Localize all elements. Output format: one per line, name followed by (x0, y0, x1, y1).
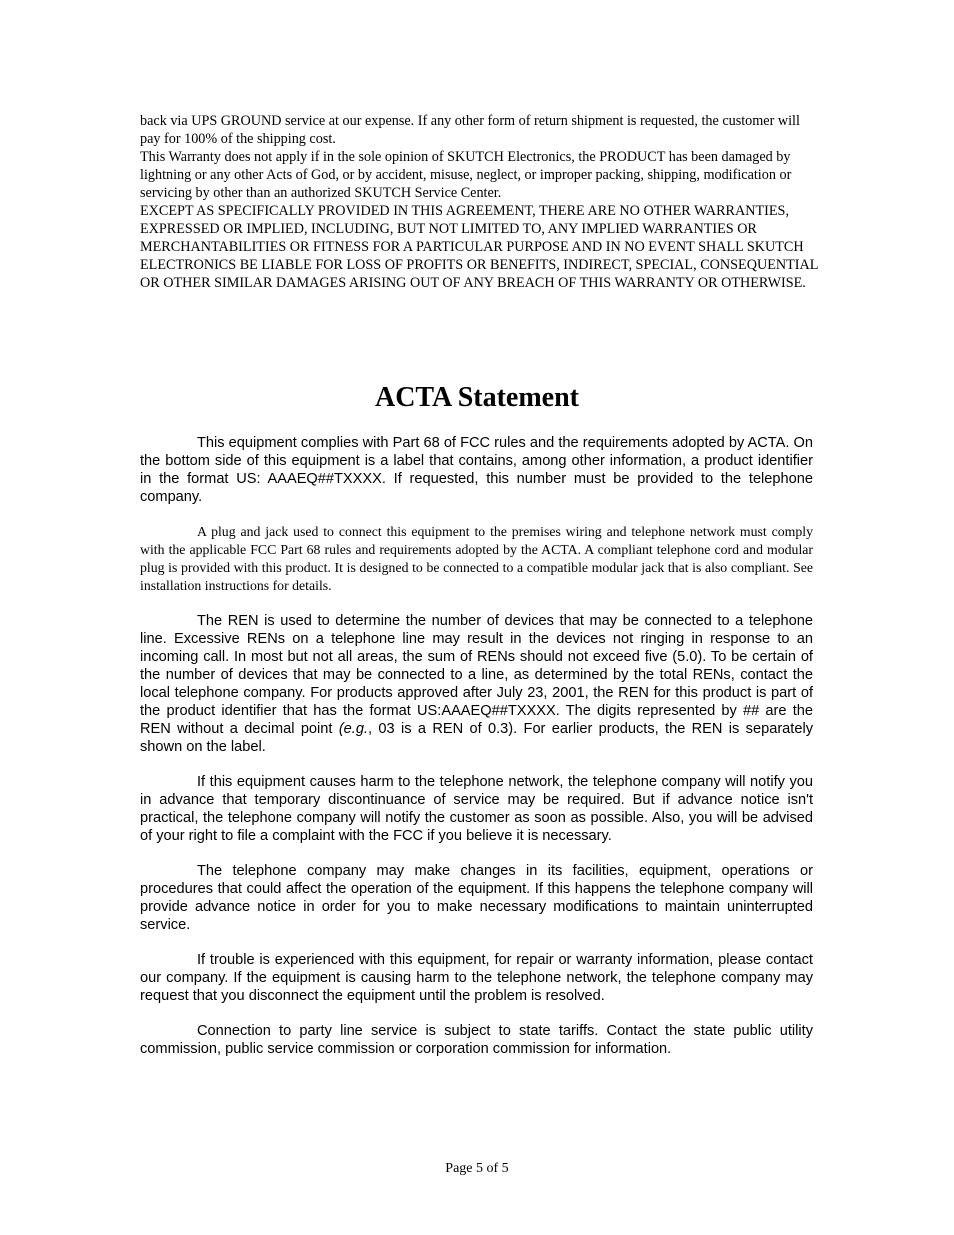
warranty-exclusion-line: This Warranty does not apply if in the sole opinion of SKUTCH Electronics, the PRODUCT has been damaged by lightning or any other Acts of God, or by accident, misuse, neglect, or improper packing, shipping, modification or servicing by other than an authorized SKUTCH Service Center. (140, 149, 792, 201)
acta-paragraph-party-line: Connection to party line service is subject to state tariffs. Contact the state public utility commission, public service commission or corporation commission for information. (140, 1023, 813, 1057)
ren-text-before: The REN is used to determine the number of devices that may be connected to a telephone line. Excessive RENs on a telephone line may result in the devices not ringing in response to an incoming call. In most but not all areas, the sum of RENs should not exceed five (5.0). To be certain of the number of devices that may be connected to a line, as determined by the total RENs, contact the local telephone company. For products approved after July 23, 2001, the REN for this product is part of the product identifier that has the format US:AAAEQ##TXXXX. The digits represented by ## are the REN without a decimal point (140, 613, 813, 737)
acta-paragraph-harm: If this equipment causes harm to the telephone network, the telephone company will notify you in advance that temporary discontinuance of service may be required. But if advance notice isn't practical, the telephone company will notify the customer as soon as possible. Also, you will be advised of your right to file a complaint with the FCC if you believe it is necessary. (140, 774, 813, 844)
warranty-text (140, 112, 820, 292)
acta-paragraph-ren (140, 612, 813, 756)
warranty-disclaimer-line: EXCEPT AS SPECIFICALLY PROVIDED IN THIS AGREEMENT, THERE ARE NO OTHER WARRANTIES, EXPRESSED OR IMPLIED, INCLUDING, BUT NOT LIMITED TO, ANY IMPLIED WARRANTIES OR MERCHANTABILITIES OR FITNESS FOR A PARTICULAR PURPOSE AND IN NO EVENT SHALL SKUTCH ELECTRONICS BE LIABLE FOR LOSS OF PROFITS OR BENEFITS, INDIRECT, SPECIAL, CONSEQUENTIAL OR OTHER SIMILAR DAMAGES ARISING OUT OF ANY BREACH OF THIS WARRANTY OR OTHERWISE. (140, 203, 818, 291)
acta-statement-body (140, 434, 813, 1075)
acta-paragraph-plug-jack: A plug and jack used to connect this equipment to the premises wiring and telephone network must comply with the applicable FCC Part 68 rules and requirements adopted by the ACTA. A compliant telephone cord and modular plug is provided with this product. It is designed to be connected to a compatible modular jack that is also compliant. See installation instructions for details. (140, 524, 813, 593)
acta-paragraph-trouble: If trouble is experienced with this equipment, for repair or warranty information, please contact our company. If the equipment is causing harm to the telephone network, the telephone company may request that you disconnect the equipment until the problem is resolved. (140, 952, 813, 1004)
ren-text-italic: (e.g. (338, 721, 369, 737)
acta-paragraph-compliance: This equipment complies with Part 68 of FCC rules and the requirements adopted by ACTA. On the bottom side of this equipment is a label that contains, among other information, a product identifier in the format US: AAAEQ##TXXXX. If requested, this number must be provided to the telephone company. (140, 435, 813, 505)
ren-text-after: , 03 is a REN of 0.3). For earlier products, the REN is separately shown on the label. (140, 721, 814, 755)
acta-paragraph-changes: The telephone company may make changes in its facilities, equipment, operations or procedures that could affect the operation of the equipment. If this happens the telephone company will provide advance notice in order for you to make necessary modifications to maintain uninterrupted service. (140, 863, 813, 933)
page-number: Page 5 of 5 (445, 1161, 509, 1176)
page-title: ACTA Statement (374, 382, 579, 413)
warranty-shipping-line: back via UPS GROUND service at our expense. If any other form of return shipment is requested, the customer will pay for 100% of the shipping cost. (140, 113, 800, 147)
